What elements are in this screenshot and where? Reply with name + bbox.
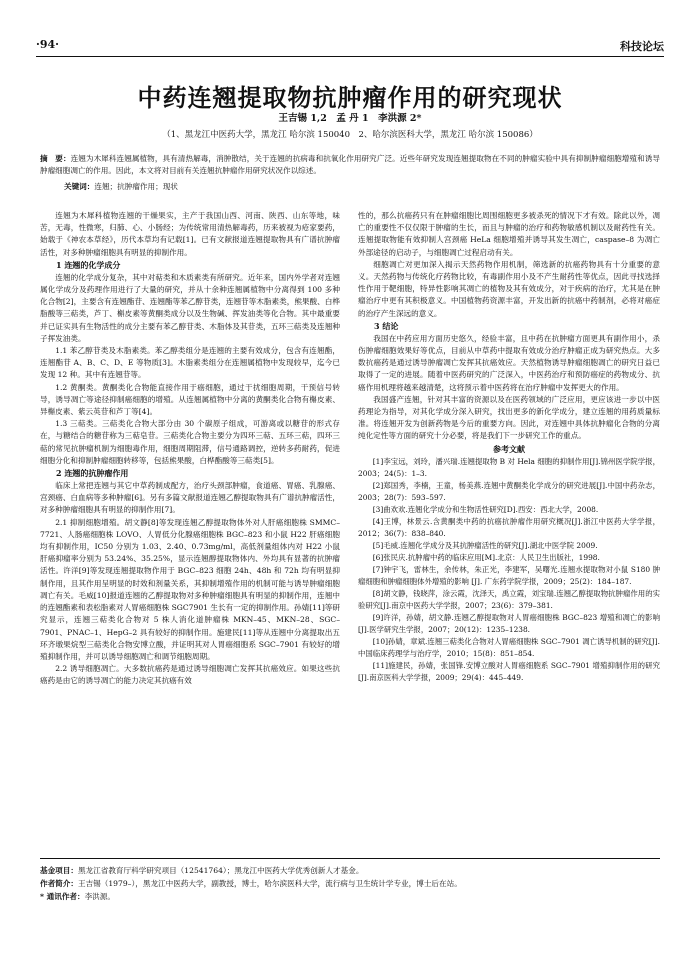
- reference-item: [11]施建民，孙婧，张国锋.安博立酸对人胃癌细胞系 SGC–7901 增殖抑制作用的研究[J].南京医科大学学报，2009；29(4)：445–449.: [358, 660, 660, 682]
- abstract-text: 连翘为木犀科连翘属植物，具有清热解毒，消肿散结，关于连翘的抗病毒和抗氧化作用研究广泛。近些年研究发现连翘提取物在不同的肿瘤实验中具有抑制肿瘤细胞增殖和诱导肿瘤细胞凋亡的作用。因此，本文将对目前有关连翘抗肿瘤作用研究状况作以综述。: [40, 154, 660, 175]
- author-list: 王吉锡 1,2 孟 丹 1 李洪源 2*: [278, 113, 422, 124]
- reference-item: [9]许洋，孙婧，胡文静.连翘乙醇提取物对人胃癌细胞株 BGC–823 增殖和凋亡的影响[J].医学研究生学报，2007；20(12)：1235–1238.: [358, 612, 660, 634]
- reference-item: [2]郑国秀，李楠，王童，杨美燕.连翘中黄酮类化学成分的研究进展[J].中国中药杂志，2003；28(7)：593–597.: [358, 480, 660, 502]
- section-heading: 2 连翘的抗肿瘤作用: [56, 468, 129, 479]
- abstract-label: 摘 要：: [40, 154, 71, 163]
- body-paragraph: 我国盛产连翘，针对其丰富的资源以及在医药领域的广泛应用，更应该进一步以中医药理论为指导，对其化学成分深入研究，找出更多的新化学成分，建立连翘的用药质量标准。将连翘开发为创新药物是今后的重要方向。因此，对连翘中具体抗肿瘤化合物的分离纯化定性等方面的研究十分必要，将是我们下一步研究工作的重点。: [358, 394, 660, 441]
- keywords: [64, 181, 660, 192]
- article-title: 中药连翘提取物抗肿瘤作用的研究现状: [137, 83, 563, 112]
- body-paragraph: 1.2 黄酮类。黄酮类化合物能直接作用于癌细胞，通过于扰细胞周期，干预信号转导，诱导凋亡等途径抑制癌细胞的增殖。从连翘属植物中分离的黄酮类化合物有槲皮素、异槲皮素、紫云英苷和芦丁等[4]。: [40, 382, 340, 417]
- journal-name: 科技论坛: [620, 40, 664, 53]
- body-paragraph: 性的，那么抗癌药只有在肿瘤细胞比周围细胞更多被杀死的情况下才有效。除此以外，凋亡的重要性不仅仅限于肿瘤的生长，而且与肿瘤的治疗和药物敏感机制以及耐药性有关。连翘提取物能有效抑制人宫颈癌 HeLa 细胞增殖并诱导其发生凋亡，caspase–8 为凋亡外部途径的启动子，与细胞凋亡过程启动有关。: [358, 211, 660, 257]
- reference-item: [5]毛威.连翘化学成分及其抗肿瘤活性的研究[J].湖北中医学院 2009.: [372, 540, 598, 550]
- body-paragraph: 连翘的化学成分复杂，其中对萜类和木质素类有所研究。近年来，国内外学者对连翘属化学成分及药理作用进行了大量的研究，并从十余种连翘属植物中分离得到 100 多种化合物[2]，主要含有连翘酯苷、连翘酯等苯乙醇苷类，连翘苷等木脂素类，熊果酸、白桦脂酸等三萜类，芦丁、槲皮素等黄酮类成分以及生物碱、挥发油类等化合物。其中最重要并已证实具有生物活性的成分主要有苯乙醇苷类、木脂体及其苷类，五环三萜类及连翘种子挥发油类。: [40, 272, 340, 343]
- running-header: [36, 36, 664, 54]
- body-paragraph: 1.1 苯乙醇苷类及木脂素类。苯乙醇类组分是连翘的主要有效成分，包含有连翘酯，连翘酯苷 A、B、C、D、E 等物质[3]。木脂素类组分在连翘属植物中发现较早，迄今已发现 12 种。其中有连翘苷等。: [40, 346, 340, 380]
- author-note: 作者简介：王吉锡（1979–），黑龙江中医药大学，副教授，博士，哈尔滨医科大学，流行病与卫生统计学专业，博士后在站。: [40, 879, 462, 888]
- reference-item: [1]李宝远，刘玲，潘兴瑞.连翘提取物 B 对 Hela 细胞的抑制作用[J].锦州医学院学报，2003；24(5)：1–3.: [358, 456, 660, 478]
- reference-item: [7]钟宇飞，雷林生，余传林，朱正光，李建军，吴曙光.连翘水提取物对小鼠 S180 肿瘤细胞和肿瘤细胞体外增殖的影响 [J]. 广东药学院学报，2009；25(2)：184–187.: [358, 564, 660, 586]
- body-paragraph: 2.1 抑制细胞增殖。胡文静[8]等发现连翘乙醇提取物体外对人肝癌细胞株 SMMC–7721、人肠癌细胞株 LOVO、人胃低分化腺癌细胞株 BGC–823 和小鼠 H22 肝癌细胞均有抑制作用，IC50 分别为 1.03、2.40、0.73mg/ml，高低剂量组体内对 H22 小鼠肝癌抑瘤率分别为 53.24%、35.25%，显示连翘醇提取物体内、外均具有显著的抗肿瘤活性。许洋[9]等发现连翘提取物作用于 BGC–823 细胞 24h、48h 和 72h 均有明显抑制作用，且其作用呈明显的时效和剂量关系，其抑制增殖作用的机制可能与诱导肿瘤细胞凋亡有关。毛威[10]报道连翘的乙醇提取物对多种肿瘤细胞具有明显的抑制作用，连翘中的连翘酯素和表松脂素对人胃癌细胞株 SGC7901 生长有一定的抑制作用。孙婧[11]等研究显示，连翘三萜类化合物对 5 株人消化道肿瘤株 MKN–45、MKN–28、SGC–7901、PNAC–1、HepG–2 具有较好的抑制作用。施建民[11]等从连翘中分离提取出五环齐墩果烷型三萜类化合物安博立酸，并证明其对人胃癌细胞系 SGC–7901 有较好的增殖抑制作用，并可以诱导细胞凋亡和调节细胞周期。: [40, 517, 340, 661]
- reference-item: [10]孙婧，章斌.连翘三萜类化合物对人胃癌细胞株 SGC–7901 凋亡诱导机制的研究[J].中国临床药理学与治疗学，2010；15(8)：851–854.: [358, 636, 660, 658]
- reference-item: [6]张民庆.抗肿瘤中药的临床应用[M].北京：人民卫生出版社，1998.: [372, 552, 600, 562]
- fund-note: 基金项目：黑龙江省教育厅科学研究项目（12541764）；黑龙江中医药大学优秀创新人才基金。: [40, 866, 364, 875]
- body-paragraph: 2.2 诱导细胞凋亡。大多数抗癌药是通过诱导细胞凋亡发挥其抗癌效应。如果这些抗癌药是由它的诱导凋亡的能力决定其抗癌有效: [40, 664, 340, 686]
- reference-item: [4]王博，林景云.含黄酮类中药的抗癌抗肿瘤作用研究概况[J].浙江中医药大学学报，2012；36(7)：838–840.: [358, 516, 660, 538]
- reference-item: [3]曲欢欢.连翘化学成分和生物活性研究[D].西安：西北大学，2008.: [372, 504, 599, 514]
- corresponding-note: * 通讯作者：李洪源。: [40, 892, 115, 901]
- right-column: [358, 210, 660, 850]
- left-column: [40, 210, 340, 850]
- section-heading: 1 连翘的化学成分: [56, 259, 121, 270]
- section-heading: 3 结论: [374, 320, 399, 331]
- body-paragraph: 我国在中药应用方面历史悠久，经验丰富，且中药在抗肿瘤方面更具有副作用小，杀伤肿瘤细胞效果好等优点，目前从中草药中提取有效成分治疗肿瘤正成为研究热点。大多数抗癌药是通过诱导肿瘤凋亡发挥其抗癌效应。天然植物诱导肿瘤细胞凋亡的研究日益已取得了一定的进展。随着中医药研究的广泛深入，中医药治疗和预防癌症的药物成分、抗癌作用机理将越来越清楚，这将预示着中医药将在治疗肿瘤中发挥更大的作用。: [358, 333, 660, 392]
- footnote-rule: [40, 858, 660, 859]
- affiliations: （1、黑龙江中医药大学，黑龙江 哈尔滨 150040 2、哈尔滨医科大学，黑龙江 哈尔滨 150086）: [162, 130, 538, 140]
- section-heading: 参考文献: [493, 443, 525, 454]
- header-rule: [36, 56, 664, 57]
- reference-list: [358, 456, 660, 684]
- page-number: ·94·: [36, 38, 59, 51]
- reference-item: [8]胡文静，钱晓萍，涂云霞，沈泽天，禹立霞，刘宝瑞.连翘乙醇提取物抗肿瘤作用的实验研究[J].南京中医药大学学报，2007；23(6)：379–381.: [358, 588, 660, 610]
- body-paragraph: 1.3 三萜类。三萜类化合物大部分由 30 个碳原子组成，可游离或以糖苷的形式存在，与糖结合的糖苷称为三萜皂苷。三萜类化合物主要分为四环三萜、五环三萜，四环三萜的常见抗肿瘤机制为细胞毒作用，细胞周期阻滞，信号通路调控，逆转多药耐药，促进细胞分化和抑制肿瘤细胞转移等，包括熊果酸，白桦酯酸等三萜类[5]。: [40, 419, 340, 465]
- body-paragraph: 临床上常把连翘与其它中草药制成配方，治疗头颈部肿瘤，食道癌、胃癌、乳腺癌、宫颈癌、白血病等多种肿瘤[6]。另有多篇文献报道连翘乙醇提取物具有广谱抗肿瘤活性，对多种肿瘤细胞具有明显的抑制作用[7]。: [40, 481, 340, 515]
- footnotes: [40, 864, 660, 903]
- keywords-text: 连翘；抗肿瘤作用；现状: [94, 182, 178, 191]
- keywords-label: 关键词：: [64, 182, 95, 191]
- abstract: [40, 153, 660, 177]
- body-paragraph: 连翘为木犀科植物连翘的干燥果实，主产于我国山西、河南、陕西、山东等地，味苦，无毒，性微寒，归肺、心、小肠经；为传统常用清热解毒药，历来被视为疮家要药，始载于《神农本草经》，历代本草均有记载[1]。已有文献报道连翘提取物具有广谱抗肿瘤活性，对多种肿瘤细胞具有明显的抑制作用。: [40, 211, 340, 257]
- body-paragraph: 细胞凋亡对更加深入揭示天然药物作用机制，筛选新的抗癌药物具有十分重要的意义。天然药物与传统化疗药物比较，有毒副作用小及不产生耐药性等优点，因此寻找选择性作用于靶细胞，特异性影响其凋亡的植物及其有效成分，对于疾病的治疗，尤其是在肿瘤治疗中更有其积极意义。中国植物药资源丰富，开发出新的抗癌中药制剂，必将对癌症的治疗产生深远的意义。: [358, 259, 660, 318]
